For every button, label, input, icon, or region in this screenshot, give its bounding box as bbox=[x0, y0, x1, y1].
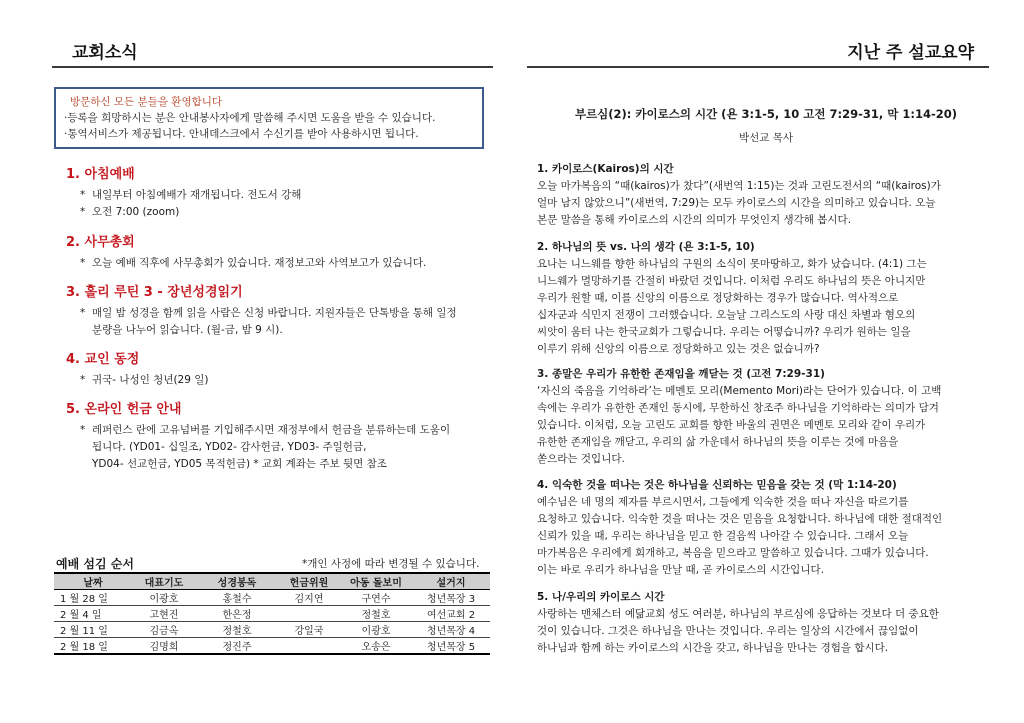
bullet-star: * bbox=[80, 189, 86, 201]
table-row bbox=[54, 638, 490, 655]
news-section-morning-service bbox=[66, 163, 486, 221]
cell-prayer: 이광호 bbox=[132, 590, 196, 606]
sermon-section-kairos bbox=[537, 161, 977, 229]
schedule-note: *개인 사정에 따라 변경될 수 있습니다. bbox=[302, 558, 480, 570]
news-item-text: YD04- 선교헌금, YD05 목적헌금) * 교회 계좌는 주보 뒷면 참조 bbox=[92, 458, 387, 470]
sermon-section-heading: 2. 하나님의 뜻 vs. 나의 생각 (욘 3:1-5, 10) bbox=[537, 241, 755, 253]
cell-childcare: 정철호 bbox=[340, 606, 412, 622]
cell-dishes: 청년목장 3 bbox=[412, 590, 490, 606]
cell-date: 1 월 28 일 bbox=[54, 590, 132, 606]
col-header-dishes: 설거지 bbox=[412, 573, 490, 590]
cell-prayer: 김금옥 bbox=[132, 622, 196, 638]
bullet-star: * bbox=[80, 307, 86, 319]
sermon-text-line: 사랑하는 맨체스터 예닮교회 성도 여러분, 하나님의 부르심에 응답하는 것보다 더 중요한 bbox=[537, 608, 939, 620]
sermon-text-line: 마가복음은 우리에게 회개하고, 복음을 믿으라고 말씀하고 있습니다. 그때가 있습니다. bbox=[537, 547, 929, 559]
news-item bbox=[66, 255, 486, 272]
col-header-prayer: 대표기도 bbox=[132, 573, 196, 590]
news-item bbox=[66, 422, 486, 473]
left-divider bbox=[52, 66, 493, 68]
news-item-text: 레퍼런스 란에 고유넘버를 기입해주시면 재정부에서 헌금을 분류하는데 도움이 bbox=[92, 424, 451, 436]
sermon-text-line: 우리가 원할 때, 이를 신앙의 이름으로 정당화하는 경우가 많습니다. 역사적으로 bbox=[537, 292, 899, 304]
table-row bbox=[54, 590, 490, 606]
sermon-section-finitude bbox=[537, 366, 977, 468]
sermon-text-line: 씨앗이 움터 나는 한국교회가 그렇습니다. 우리는 어떻습니까? 우리가 원하는 일을 bbox=[537, 326, 911, 338]
news-item-text: 됩니다. (YD01- 십일조, YD02- 감사헌금, YD03- 주일헌금, bbox=[92, 441, 367, 453]
news-section-bible-reading bbox=[66, 281, 486, 339]
sermon-text-line: 예수님은 네 명의 제자를 부르시면서, 그들에게 익숙한 것을 떠나 자신을 따르기를 bbox=[537, 496, 909, 508]
col-header-scripture: 성경봉독 bbox=[196, 573, 278, 590]
news-item bbox=[66, 372, 486, 389]
news-item-text: 오늘 예배 직후에 사무총회가 있습니다. 재정보고와 사역보고가 있습니다. bbox=[92, 257, 427, 269]
sermon-section-heading: 4. 익숙한 것을 떠나는 것은 하나님을 신뢰하는 믿음을 갖는 것 (막 1:14-20) bbox=[537, 479, 897, 491]
cell-date: 2 월 18 일 bbox=[54, 638, 132, 655]
sermon-text-line: 있습니다. 이처럼, 오늘 고린도 교회를 향한 바울의 권면은 메멘토 모리와 같이 우리가 bbox=[537, 419, 926, 431]
cell-dishes: 청년목장 5 bbox=[412, 638, 490, 655]
cell-childcare: 구연수 bbox=[340, 590, 412, 606]
news-item-text: 분량을 나누어 읽습니다. (월-금, 밤 9 시). bbox=[92, 324, 283, 336]
cell-scripture: 한은정 bbox=[196, 606, 278, 622]
welcome-box bbox=[54, 87, 484, 149]
sermon-text-line: 얼마 남지 않았으니”(새번역, 7:29)는 모두 카이로스의 시간을 의미하고 있습니다. 오늘 bbox=[537, 197, 936, 209]
cell-offering bbox=[278, 606, 340, 622]
cell-prayer: 고현진 bbox=[132, 606, 196, 622]
col-header-date: 날짜 bbox=[54, 573, 132, 590]
sermon-text-line: 이루기 위해 신앙의 이름으로 정당화하고 있는 것은 없습니까? bbox=[537, 343, 820, 355]
sermon-text-line: 쏟으라는 것입니다. bbox=[537, 453, 625, 465]
sermon-text-line: 것이 있습니다. 그것은 하나님을 만나는 것입니다. 우리는 일상의 시간에서 끊임없이 bbox=[537, 625, 919, 637]
section-heading: 1. 아침예배 bbox=[66, 167, 135, 182]
sermon-text-line: ‘자신의 죽음을 기억하라’는 메멘토 모리(Memento Mori)라는 단어가 있습니다. 이 고백 bbox=[537, 385, 942, 397]
schedule-header-row bbox=[54, 573, 490, 590]
table-row bbox=[54, 622, 490, 638]
news-item-text: 내일부터 아침예배가 재개됩니다. 전도서 강해 bbox=[92, 189, 302, 201]
news-item bbox=[66, 305, 486, 339]
sermon-text-line: 십자군과 식민지 전쟁이 그러했습니다. 오늘날 그리스도의 사랑 대신 차별과 혐오의 bbox=[537, 309, 916, 321]
sermon-text-line: 이는 바로 우리가 하나님을 만날 때, 곧 카이로스의 시간입니다. bbox=[537, 564, 824, 576]
sermon-text-line: 신뢰가 있을 때, 우리는 하나님을 믿고 한 걸음씩 나아갈 수 있습니다. 그래서 오늘 bbox=[537, 530, 909, 542]
cell-offering: 강일국 bbox=[278, 622, 340, 638]
schedule-title: 예배 섬김 순서 bbox=[56, 557, 134, 571]
cell-scripture: 정진주 bbox=[196, 638, 278, 655]
col-header-childcare: 아동 돌보미 bbox=[340, 573, 412, 590]
bullet-star: * bbox=[80, 257, 86, 269]
cell-dishes: 여선교회 2 bbox=[412, 606, 490, 622]
sermon-text-line: 속에는 우리가 유한한 존재인 동시에, 무한하신 창조주 하나님을 기억하라는 의미가 담겨 bbox=[537, 402, 939, 414]
right-panel-title: 지난 주 설교요약 bbox=[847, 43, 974, 63]
news-item bbox=[66, 187, 486, 204]
news-section-general-meeting bbox=[66, 231, 486, 272]
sermon-section-our-kairos bbox=[537, 589, 977, 657]
welcome-line: ·등록을 희망하시는 분은 안내봉사자에게 말씀해 주시면 도움을 받을 수 있습니다. bbox=[64, 112, 436, 124]
cell-childcare: 이광호 bbox=[340, 622, 412, 638]
news-item bbox=[66, 204, 486, 221]
sermon-text-line: 하나님과 함께 하는 카이로스의 시간을 갖고, 하나님을 만나는 경험을 합시다. bbox=[537, 642, 889, 654]
cell-childcare: 오송은 bbox=[340, 638, 412, 655]
news-item-text: 오전 7:00 (zoom) bbox=[92, 206, 180, 218]
news-section-member-news bbox=[66, 348, 486, 389]
news-item-text: 귀국- 나성인 청년(29 일) bbox=[92, 374, 209, 386]
sermon-text-line: 오늘 마가복음의 “때(kairos)가 찼다”(새번역 1:15)는 것과 고린도전서의 “때(kairos)가 bbox=[537, 180, 941, 192]
cell-dishes: 청년목장 4 bbox=[412, 622, 490, 638]
bullet-star: * bbox=[80, 206, 86, 218]
news-section-online-offering bbox=[66, 398, 486, 473]
section-heading: 3. 홀리 루틴 3 - 장년성경읽기 bbox=[66, 285, 243, 300]
pastor-name: 박선교 목사 bbox=[738, 132, 794, 144]
cell-date: 2 월 4 일 bbox=[54, 606, 132, 622]
cell-offering bbox=[278, 638, 340, 655]
sermon-text-line: 본문 말씀을 통해 카이로스의 시간의 의미가 무엇인지 생각해 봅시다. bbox=[537, 214, 852, 226]
section-heading: 5. 온라인 헌금 안내 bbox=[66, 402, 182, 417]
sermon-text-line: 유한한 존재임을 깨닫고, 우리의 삶 가운데서 하나님의 뜻을 이루는 것에 마음을 bbox=[537, 436, 899, 448]
sermon-text-line: 요나는 니느웨를 향한 하나님의 구원의 소식이 못마땅하고, 화가 났습니다. (4:1) 그는 bbox=[537, 258, 927, 270]
schedule-table bbox=[54, 572, 490, 655]
bullet-star: * bbox=[80, 424, 86, 436]
sermon-title: 부르심(2): 카이로스의 시간 (욘 3:1-5, 10 고전 7:29-31, 막 1:14-20) bbox=[574, 107, 958, 121]
welcome-title: 방문하신 모든 분들을 환영합니다 bbox=[70, 96, 223, 108]
col-header-offering: 헌금위원 bbox=[278, 573, 340, 590]
cell-date: 2 월 11 일 bbox=[54, 622, 132, 638]
section-heading: 4. 교인 동정 bbox=[66, 352, 140, 367]
right-divider bbox=[527, 66, 989, 68]
welcome-line: ·통역서비스가 제공됩니다. 안내데스크에서 수신기를 받아 사용하시면 됩니다. bbox=[64, 128, 419, 140]
cell-scripture: 정철호 bbox=[196, 622, 278, 638]
sermon-section-faith bbox=[537, 477, 977, 579]
section-heading: 2. 사무총회 bbox=[66, 235, 135, 250]
sermon-section-gods-will bbox=[537, 239, 977, 358]
sermon-section-heading: 5. 나/우리의 카이로스 시간 bbox=[537, 591, 665, 603]
table-row bbox=[54, 606, 490, 622]
left-panel-title: 교회소식 bbox=[72, 43, 138, 63]
sermon-section-heading: 1. 카이로스(Kairos)의 시간 bbox=[537, 163, 674, 175]
bullet-star: * bbox=[80, 374, 86, 386]
news-item-text: 매일 밤 성경을 함께 읽을 사람은 신청 바랍니다. 지원자들은 단톡방을 통해 일정 bbox=[92, 307, 457, 319]
sermon-section-heading: 3. 종말은 우리가 유한한 존재임을 깨닫는 것 (고전 7:29-31) bbox=[537, 368, 825, 380]
sermon-text-line: 요청하고 있습니다. 익숙한 것을 떠나는 것은 믿음을 요청합니다. 하나님에 대한 절대적인 bbox=[537, 513, 943, 525]
cell-prayer: 김명희 bbox=[132, 638, 196, 655]
cell-scripture: 홍철수 bbox=[196, 590, 278, 606]
cell-offering: 김지연 bbox=[278, 590, 340, 606]
sermon-text-line: 니느웨가 멸망하기를 간절히 바랐던 것입니다. 이처럼 우리도 하나님의 뜻은 아니지만 bbox=[537, 275, 926, 287]
